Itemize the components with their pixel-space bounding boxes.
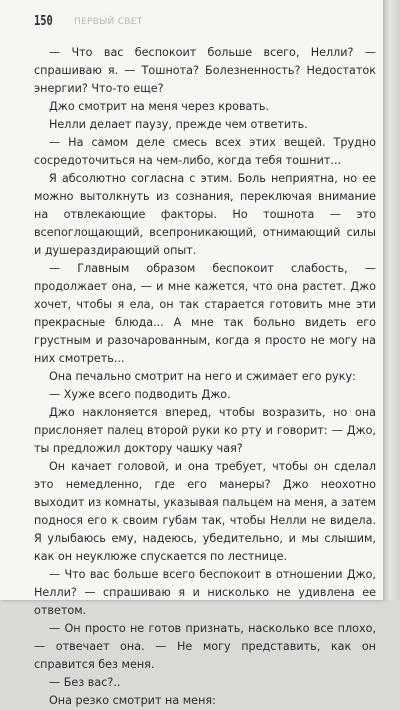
paragraph: Я абсолютно согласна с этим. Боль неприятна, но ее можно вытолкнуть из сознания, переключая внимание на отвлекающие факторы. Но тошнота — это всепоглощающий, всепроникающий, отнимающий силы и душераздирающий опыт. bbox=[34, 172, 376, 257]
body-text bbox=[34, 44, 376, 710]
running-head: ПЕРВЫЙ СВЕТ bbox=[74, 17, 143, 27]
paragraph: Нелли делает паузу, прежде чем ответить. bbox=[49, 118, 308, 131]
paragraph: Он качает головой, и она требует, чтобы он сделал это немедленно, где его манеры? Джо неохотно выходит из комнаты, указывая пальцем на меня, а затем поднося его к своим губам так, чтобы Нелли не видела. Я улыбаюсь ему, надеюсь, убедительно, и мы слышим, как он неуклюже спускается по лестнице. bbox=[34, 460, 376, 563]
paragraph: — Хуже всего подводить Джо. bbox=[49, 388, 231, 401]
paragraph: — Что вас больше всего беспокоит в отношении Джо, Нелли? — спрашиваю я и нисколько не удивлена ее ответом. bbox=[34, 568, 376, 617]
paragraph: — Без вас?.. bbox=[49, 676, 121, 689]
page-header bbox=[34, 14, 374, 34]
paragraph: — Что вас беспокоит больше всего, Нелли? — спрашиваю я. — Тошнота? Болезненность? Недостаток энергии? Что-то еще? bbox=[34, 46, 376, 95]
paragraph: Джо смотрит на меня через кровать. bbox=[49, 100, 270, 113]
page-edge bbox=[383, 0, 400, 600]
paragraph: — Главным образом беспокоит слабость, — продолжает она, — и мне кажется, что она растет. Джо хочет, чтобы я ела, он так старается готовить мне эти прекрасные блюда... А мне так больно видеть его грустным и разочарованным, когда я просто не могу на них смотреть... bbox=[34, 262, 376, 365]
paragraph: — Он просто не готов признать, насколько все плохо, — отвечает она. — Не могу представить, как он справится без меня. bbox=[34, 622, 376, 671]
paragraph: Она резко смотрит на меня: bbox=[49, 694, 216, 707]
page-number: 150 bbox=[34, 14, 53, 29]
paragraph: Джо наклоняется вперед, чтобы возразить, но она прислоняет палец второй руки ко рту и говорит: — Джо, ты предложил доктору чашку чая? bbox=[34, 406, 376, 455]
paragraph: Она печально смотрит на него и сжимает его руку: bbox=[49, 370, 356, 383]
paragraph: — На самом деле смесь всех этих вещей. Трудно сосредоточиться на чем-либо, когда тебя тошнит... bbox=[34, 136, 376, 167]
